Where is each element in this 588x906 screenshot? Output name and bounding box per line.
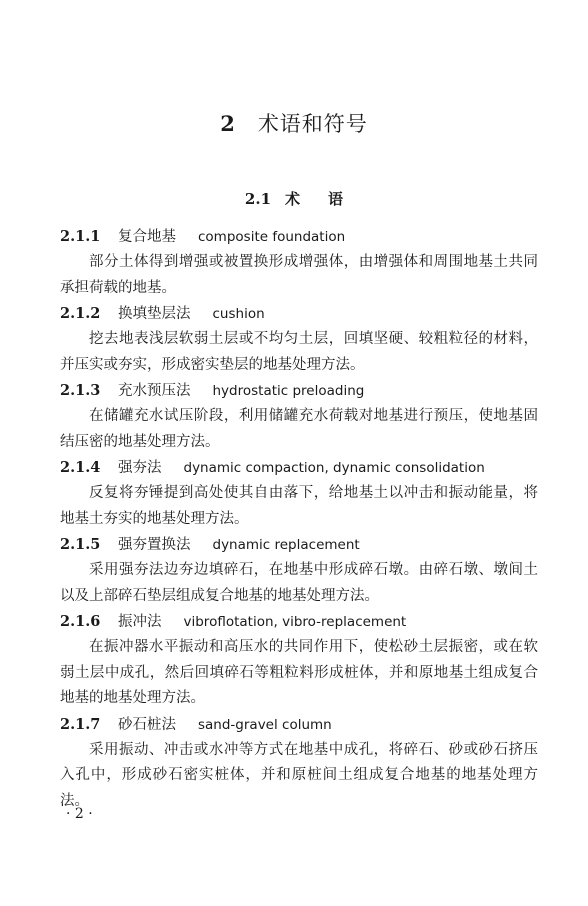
term-number: 2.1.5 [60, 536, 101, 553]
section-number: 2.1 [244, 190, 272, 208]
term-heading [60, 455, 538, 481]
term-definition: 采用振动、冲击或水冲等方式在地基中成孔，将碎石、砂或砂石挤压入孔中，形成砂石密实桩体，并和原桩间土组成复合地基的地基处理方法。 [60, 741, 538, 809]
term-chinese: 充水预压法 [118, 383, 191, 399]
term-english: composite foundation [198, 229, 346, 245]
term-heading [60, 609, 538, 635]
section-title-part2: 语 [328, 190, 344, 208]
term-english: vibroflotation, vibro-replacement [183, 614, 407, 630]
term-definition: 采用强夯法边夯边填碎石，在地基中形成碎石墩。由碎石墩、墩间土以及上部碎石垫层组成复合地基的地基处理方法。 [60, 562, 538, 604]
term-english: dynamic replacement [212, 537, 360, 553]
page-number: · 2 · [66, 806, 93, 822]
term-chinese: 振冲法 [118, 614, 162, 630]
term-english: dynamic compaction, dynamic consolidation [183, 460, 485, 476]
term-entry [60, 378, 538, 455]
term-heading [60, 712, 538, 738]
term-chinese: 强夯法 [118, 460, 162, 476]
term-chinese: 强夯置换法 [118, 537, 191, 553]
term-definition: 在振冲器水平振动和高压水的共同作用下，使松砂土层振密，或在软弱土层中成孔，然后回填碎石等粗粒料形成桩体，并和原地基土组成复合地基的地基处理方法。 [60, 639, 538, 706]
term-entry [60, 609, 538, 712]
term-definition: 在储罐充水试压阶段，利用储罐充水荷载对地基进行预压，使地基固结压密的地基处理方法。 [60, 408, 538, 450]
term-chinese: 砂石桩法 [118, 716, 176, 733]
term-definition: 挖去地表浅层软弱土层或不均匀土层，回填坚硬、较粗粒径的材料，并压实或夯实，形成密实垫层的地基处理方法。 [60, 331, 538, 373]
term-entry [60, 224, 538, 301]
term-number: 2.1.3 [60, 382, 101, 399]
term-number: 2.1.2 [60, 305, 101, 322]
term-entry [60, 532, 538, 609]
term-number: 2.1.1 [60, 228, 101, 245]
section-title-part1: 术 [285, 190, 301, 208]
term-heading [60, 301, 538, 327]
term-heading [60, 224, 538, 250]
term-definition: 部分土体得到增强或被置换形成增强体，由增强体和周围地基土共同承担荷载的地基。 [60, 254, 538, 296]
terms-list [60, 224, 538, 814]
term-heading [60, 378, 538, 404]
section-title [0, 188, 588, 209]
chapter-number: 2 [220, 111, 236, 136]
chapter-title [0, 108, 588, 138]
term-number: 2.1.6 [60, 613, 101, 630]
term-number: 2.1.7 [60, 715, 101, 733]
term-number: 2.1.4 [60, 459, 101, 476]
term-entry [60, 712, 538, 815]
term-entry [60, 455, 538, 532]
term-heading [60, 532, 538, 558]
term-chinese: 换填垫层法 [118, 306, 191, 322]
chapter-title-text: 术语和符号 [257, 112, 368, 136]
term-english: hydrostatic preloading [212, 383, 365, 399]
term-definition: 反复将夯锤提到高处使其自由落下，给地基土以冲击和振动能量，将地基土夯实的地基处理方法。 [60, 485, 538, 527]
term-chinese: 复合地基 [118, 229, 176, 245]
term-english: sand-gravel column [198, 716, 332, 733]
term-entry [60, 301, 538, 378]
term-english: cushion [212, 306, 265, 322]
